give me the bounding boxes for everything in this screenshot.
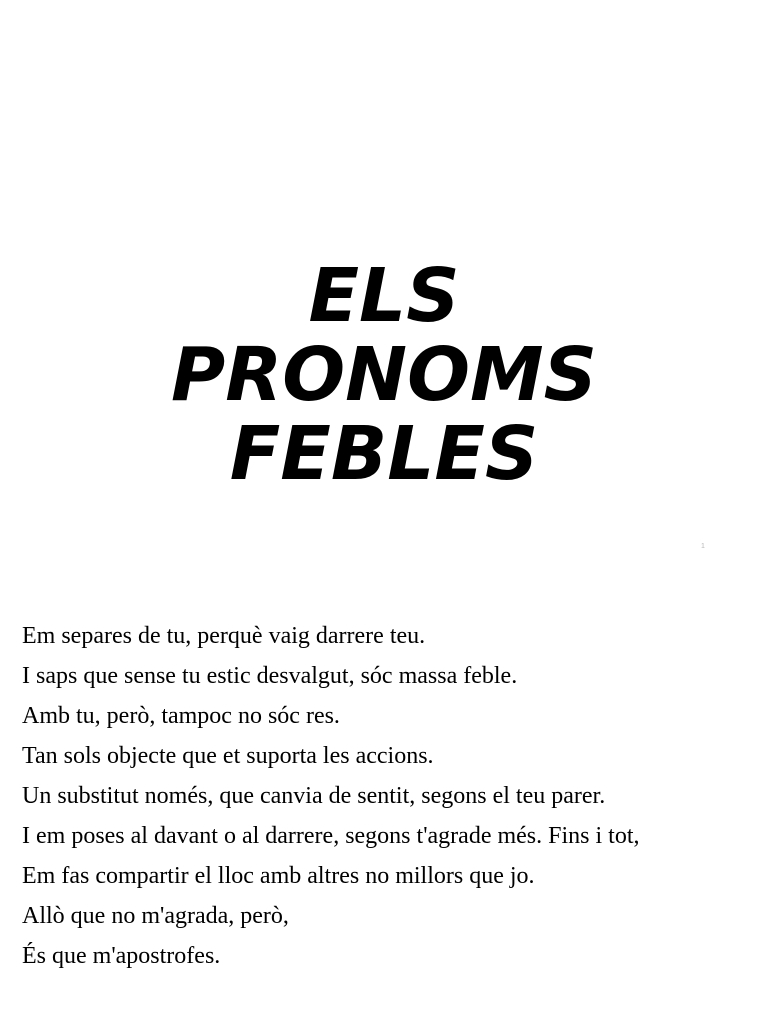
poem-line: Tan sols objecte que et suporta les accions. [22, 743, 434, 769]
document-title [0, 253, 768, 497]
poem-line: Allò que no m'agrada, però, [22, 903, 289, 929]
title-line-2: PRONOMS [171, 332, 597, 418]
poem-line: Em fas compartir el lloc amb altres no millors que jo. [22, 863, 535, 889]
page-mark: 1 [701, 543, 705, 550]
poem-line: Un substitut només, que canvia de sentit, segons el teu parer. [22, 783, 606, 809]
title-line-1: ELS [308, 253, 460, 339]
title-line-3: FEBLES [229, 411, 539, 497]
poem-line: Em separes de tu, perquè vaig darrere teu. [22, 623, 426, 649]
poem-line: Amb tu, però, tampoc no sóc res. [22, 703, 340, 729]
poem-line: I em poses al davant o al darrere, segons t'agrade més. Fins i tot, [22, 823, 640, 849]
poem-text [22, 620, 752, 980]
poem-line: És que m'apostrofes. [22, 943, 221, 969]
poem-line: I saps que sense tu estic desvalgut, sóc massa feble. [22, 663, 518, 689]
